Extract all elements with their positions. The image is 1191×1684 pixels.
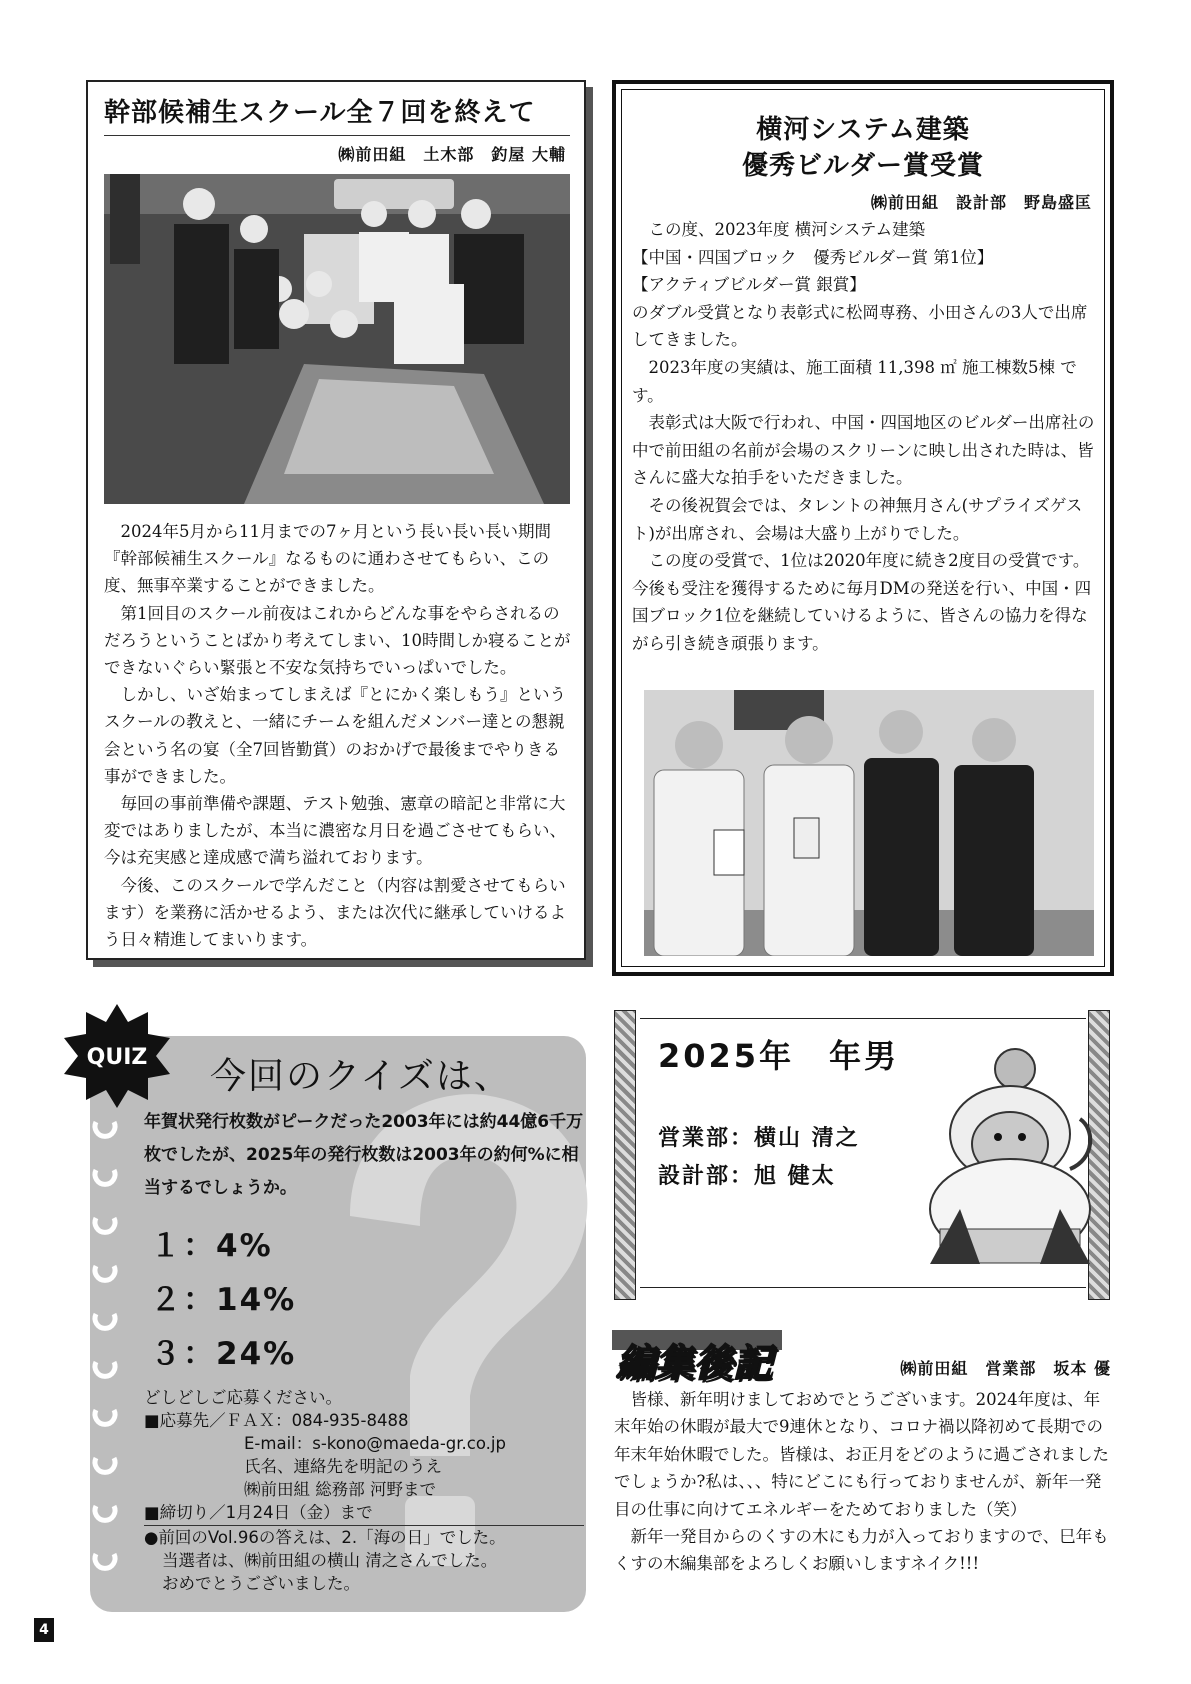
quiz-email: E-mail：s-kono@maeda-gr.co.jp — [244, 1434, 506, 1453]
school-article-body — [104, 518, 574, 953]
award-line: のダブル受賞となり表彰式に松岡専務、小田さんの3人で出席してきました。 — [632, 302, 1088, 350]
year-men-sales: 営業部：横山 清之 — [658, 1126, 860, 1151]
award-line: その後祝賀会では、タレントの神無月さん(サプライズゲスト)が出席され、会場は大盛り上がりでした。 — [632, 495, 1083, 543]
editor-notes-title: 編集後記 — [616, 1341, 773, 1385]
school-paragraph: 2024年5月から11月までの7ヶ月という長い長い長い期間『幹部候補生スクール』なるものに通わさせてもらい、この度、無事卒業することができました。 — [104, 522, 551, 596]
school-paragraph: 毎回の事前準備や課題、テスト勉強、憲章の暗記と非常に大変ではありましたが、本当に濃密な月日を過ごさせてもらい、今は充実感と達成感で満ち溢れております。 — [104, 794, 566, 868]
quiz-deadline: ■締切り／1月24日（金）まで — [144, 1503, 373, 1522]
award-article-body — [632, 216, 1102, 658]
quiz-heading: 今回のクイズは、 — [210, 1056, 512, 1097]
editor-notes-body — [614, 1386, 1114, 1578]
quiz-fax: ■応募先／ＦＡＸ：084-935-8488 — [144, 1411, 409, 1430]
school-article-author: ㈱前田組 土木部 釣屋 大輔 — [338, 145, 566, 164]
year-men-design: 設計部：旭 健太 — [658, 1164, 836, 1189]
quiz-option-2: ２：14% — [150, 1282, 297, 1318]
school-paragraph: 第1回目のスクール前夜はこれからどんな事をやらされるのだろうということばかり考えてしまい、10時間しか寝ることができないぐらい緊張と不安な気持ちでいっぱいでした。 — [104, 603, 571, 678]
quiz-note: 氏名、連絡先を明記のうえ — [244, 1457, 442, 1476]
award-recipients-photo — [644, 690, 1094, 956]
quiz-call-to-action: どしどしご応募ください。 — [144, 1388, 342, 1407]
editor-notes-author: ㈱前田組 営業部 坂本 優 — [900, 1359, 1111, 1378]
year-men-scroll — [614, 1010, 1112, 1300]
award-line: 表彰式は大阪で行われ、中国・四国地区のビルダー出席社の中で前田組の名前が会場のスクリーンに映し出された時は、皆さんに盛大な拍手をいただきました。 — [632, 413, 1095, 488]
award-recipients-photo-image — [644, 690, 1094, 956]
quiz-option-3: ３：24% — [150, 1336, 297, 1372]
snake-kagami-mochi-icon — [920, 1039, 1100, 1279]
year-men-title: 2025年 年男 — [658, 1037, 900, 1075]
quiz-destination: ㈱前田組 総務部 河野まで — [244, 1480, 436, 1499]
notebook-rings-icon — [88, 1112, 122, 1582]
award-article — [612, 80, 1114, 976]
award-title-line1: 横河システム建築 — [756, 115, 970, 145]
award-article-author: ㈱前田組 設計部 野島盛匡 — [870, 193, 1092, 212]
award-line: 【中国・四国ブロック 優秀ビルダー賞 第1位】 — [632, 247, 994, 267]
quiz-badge-icon — [62, 1002, 172, 1112]
school-article — [86, 80, 586, 960]
award-article-frame — [621, 89, 1105, 967]
quiz-option-1: １：4% — [150, 1228, 273, 1264]
quiz-previous-answer: ●前回のVol.96の答えは、2.「海の日」でした。 — [144, 1528, 506, 1547]
quiz-congrats: おめでとうございました。 — [162, 1574, 360, 1593]
award-line: この度の受賞で、1位は2020年度に続き2度目の受賞です。今後も受注を獲得するために毎月DMの発送を行い、中国・四国ブロック1位を継続していけるように、皆さんの協力を得ながら引き続き頑張ります。 — [632, 551, 1092, 653]
editor-notes-paragraph: 皆様、新年明けましておめでとうございます。2024年度は、年末年始の休暇が最大で9連休となり、コロナ禍以降初めて長期での年末年始休暇でした。皆様は、お正月をどのように過ごされましたでしょうか?私は、、、特にどこにも行っておりませんが、新年一発目の仕事に向けてエネルギーをためておりました（笑） — [614, 1390, 1109, 1519]
quiz-badge-label: QUIZ — [86, 1045, 148, 1070]
scroll-paper — [640, 1018, 1086, 1288]
award-line: 【アクティブビルダー賞 銀賞】 — [632, 275, 866, 295]
award-article-title — [622, 112, 1104, 184]
quiz-question: 年賀状発行枚数がピークだった2003年には約44億6千万枚でしたが、2025年の発行枚数は2003年の約何%に相当するでしょうか。 — [144, 1112, 584, 1198]
editor-notes-paragraph: 新年一発目からのくすの木にも力が入っておりますので、巳年もくすの木編集部をよろしくお願いしますネイク!!! — [614, 1527, 1109, 1574]
school-paragraph: 今後、このスクールで学んだこと（内容は割愛させてもらいます）を業務に活かせるよう、または次代に継承していけるよう日々精進してまいります。 — [104, 875, 566, 950]
award-line: この度、2023年度 横河システム建築 — [648, 220, 926, 239]
group-toast-photo-image — [104, 174, 570, 504]
award-title-line2: 優秀ビルダー賞受賞 — [742, 151, 984, 181]
page-number: 4 — [34, 1618, 54, 1642]
scroll-rod-left — [614, 1010, 636, 1300]
quiz-entry-info — [144, 1386, 584, 1595]
school-article-title: 幹部候補生スクール全７回を終えて — [104, 92, 570, 136]
quiz-winner: 当選者は、㈱前田組の横山 清之さんでした。 — [162, 1551, 498, 1570]
school-paragraph: しかし、いざ始まってしまえば『とにかく楽しもう』というスクールの教えと、一緒にチームを組んだメンバー達との懇親会という名の宴（全7回皆勤賞）のおかげで最後までやりきる事ができました。 — [104, 685, 566, 786]
award-line: 2023年度の実績は、施工面積 11,398 ㎡ 施工棟数5棟 です。 — [632, 357, 1077, 405]
group-toast-photo — [104, 174, 570, 504]
